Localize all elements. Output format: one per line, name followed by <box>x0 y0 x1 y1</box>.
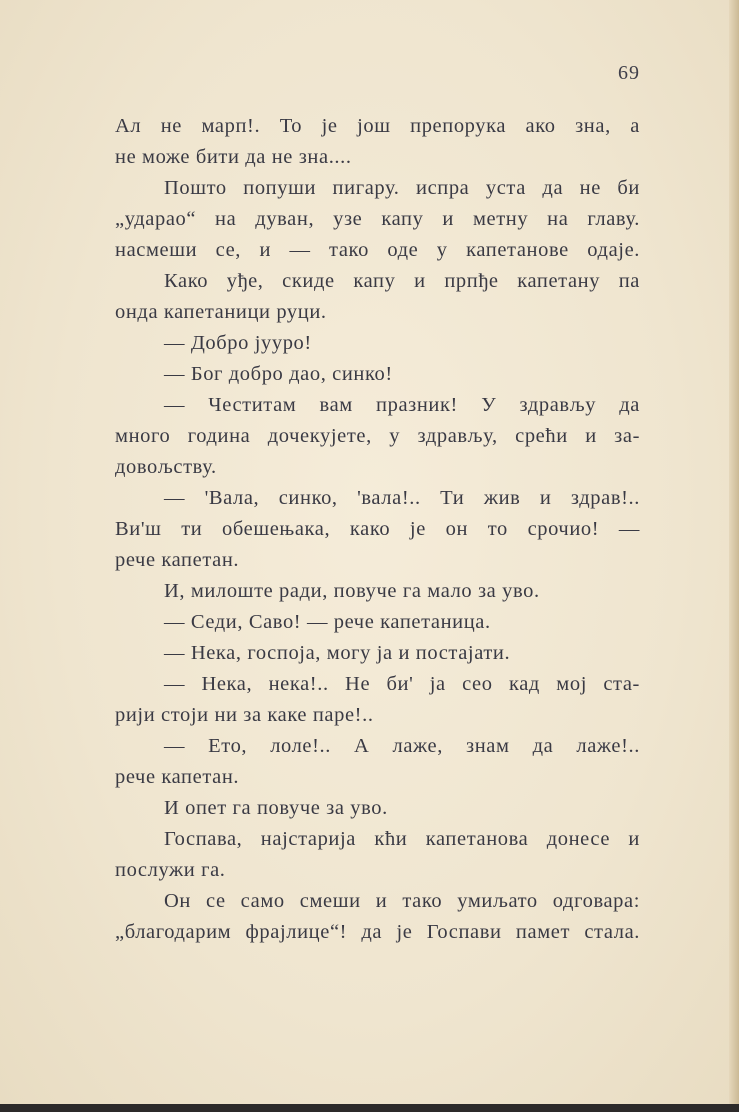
text-line: — Добро јууро! <box>164 332 312 354</box>
text-line: Ви'ш ти обешењака, како је он то срочио! — <box>115 518 640 540</box>
text-line: Госпава, најстарија кћи капетанова донесе и <box>164 828 640 850</box>
text-line: Како уђе, скиде капу и прпђе капетану па <box>164 270 640 292</box>
text-line: — Седи, Саво! — рече капетаница. <box>164 611 491 633</box>
text-line: — Нека, нека!.. Не би' ја сео кад мој ста- <box>164 673 640 695</box>
text-line: И опет га повуче за уво. <box>164 797 388 819</box>
text-line: Пошто попуши пигару. испра уста да не би <box>164 177 640 199</box>
text-line: насмеши се, и — тако оде у капетанове одаје. <box>115 239 640 261</box>
text-line: — Честитам вам празник! У здрављу да <box>164 394 640 416</box>
text-line: — Нека, госпоја, могу ја и постајати. <box>164 642 511 664</box>
text-line: рече капетан. <box>115 549 240 571</box>
text-line: послужи га. <box>115 859 226 881</box>
page-number: 69 <box>618 62 640 84</box>
text-line: „ударао“ на дуван, узе капу и метну на главу. <box>115 208 640 230</box>
body-text <box>115 111 640 948</box>
scan-bottom-border <box>0 1104 739 1112</box>
text-line: онда капетаници руци. <box>115 301 327 323</box>
text-line: рече капетан. <box>115 766 240 788</box>
text-line: И, милоште ради, повуче га мало за уво. <box>164 580 540 602</box>
page-edge-shadow <box>729 0 739 1112</box>
text-line: „благодарим фрајлице“! да је Госпави памет стала. <box>115 921 640 943</box>
text-line: довољству. <box>115 456 217 478</box>
text-line: — Бог добро дао, синко! <box>164 363 393 385</box>
text-line: Ал не марп!. То је још препорука ако зна, а <box>115 115 640 137</box>
text-line: рији стоји ни за каке паре!.. <box>115 704 374 726</box>
text-line: — 'Вала, синко, 'вала!.. Ти жив и здрав!.. <box>164 487 640 509</box>
text-line: не може бити да не зна.... <box>115 146 352 168</box>
text-line: много година дочекујете, у здрављу, срећи и за- <box>115 425 640 447</box>
text-line: Он се само смеши и тако умиљато одговара: <box>164 890 640 912</box>
text-line: — Ето, лоле!.. А лаже, знам да лаже!.. <box>164 735 640 757</box>
